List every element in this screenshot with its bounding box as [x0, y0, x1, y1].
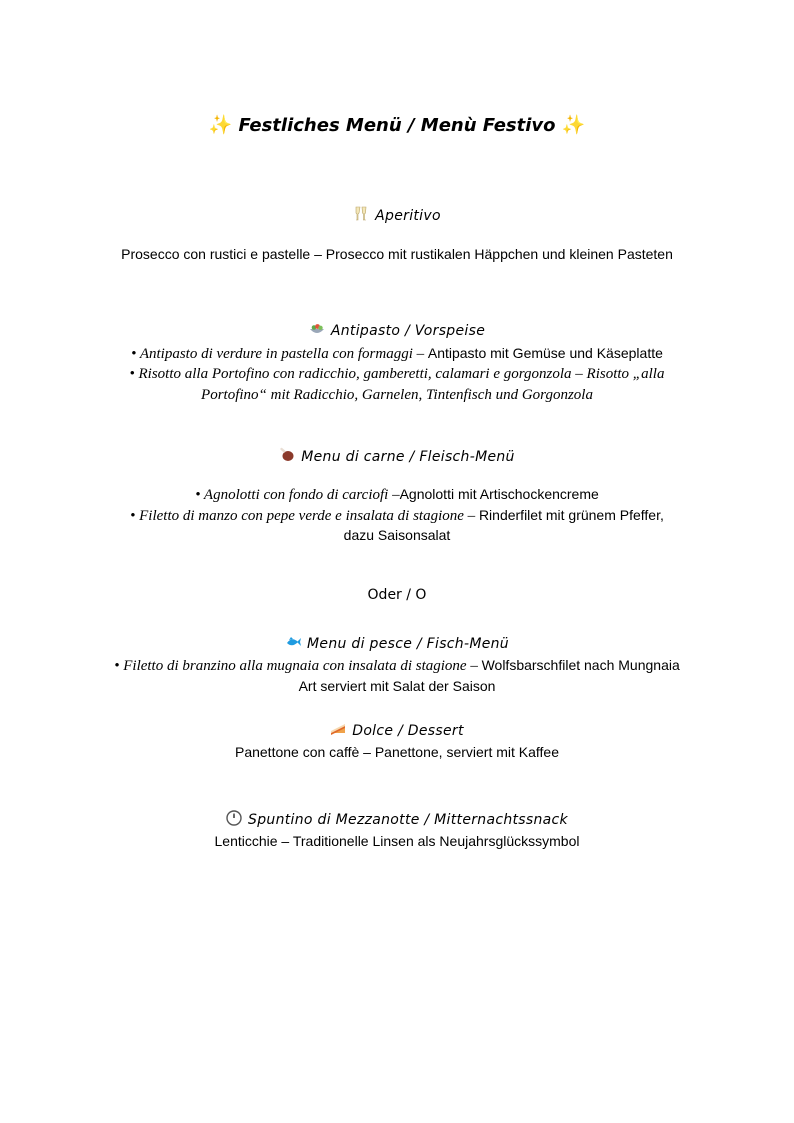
- oder-separator: Oder / O: [367, 587, 427, 603]
- title-text: Festliches Menü / Menù Festivo: [238, 115, 556, 136]
- pesce-item-1: [90, 655, 704, 677]
- carne-heading: [0, 447, 794, 465]
- antipasto-item-2-line-2: Portofino“ mit Radicchio, Garnelen, Tintenfisch und Gorgonzola: [201, 387, 593, 403]
- spuntino-heading: [0, 810, 794, 828]
- pesce-item-1-it: • Filetto di branzino alla mugnaia con insalata di stagione –: [114, 658, 482, 674]
- cake-slice-icon: [330, 721, 346, 737]
- carne-item-1-de: Agnolotti mit Artischockencreme: [399, 486, 599, 502]
- aperitivo-heading-text: Aperitivo: [375, 208, 441, 224]
- sparkles-icon: ✨: [561, 114, 586, 136]
- aperitivo-line: Prosecco con rustici e pastelle – Prosecco mit rustikalen Häppchen und kleinen Pasteten: [121, 246, 673, 262]
- pesce-heading: [0, 634, 794, 652]
- meat-icon: [279, 447, 295, 463]
- spuntino-line: Lenticchie – Traditionelle Linsen als Neujahrsglückssymbol: [214, 833, 580, 849]
- antipasto-heading-text: Antipasto / Vorspeise: [330, 323, 486, 339]
- dolce-heading: [0, 721, 794, 739]
- carne-item-1-it: • Agnolotti con fondo di carciofi –: [195, 487, 400, 503]
- sparkles-icon: ✨: [208, 114, 233, 136]
- antipasto-item-1-de: Antipasto mit Gemüse und Käseplatte: [427, 345, 663, 361]
- antipasto-item-1-it: • Antipasto di verdure in pastella con formaggi –: [131, 346, 428, 362]
- salad-icon: [309, 321, 325, 337]
- champagne-glasses-icon: [353, 206, 369, 222]
- carne-item-2-line-2: dazu Saisonsalat: [343, 527, 451, 543]
- antipasto-item-2-line-1: • Risotto alla Portofino con radicchio, gamberetti, calamari e gorgonzola – Risotto „alla: [129, 366, 665, 382]
- carne-item-2-it: • Filetto di manzo con pepe verde e insalata di stagione –: [130, 508, 479, 524]
- antipasto-item-1: [90, 343, 704, 365]
- antipasto-heading: [0, 321, 794, 339]
- dolce-heading-text: Dolce / Dessert: [352, 723, 464, 739]
- pesce-item-1-line-2: Art serviert mit Salat der Saison: [298, 678, 496, 694]
- carne-heading-text: Menu di carne / Fleisch-Menü: [301, 449, 515, 465]
- carne-item-2: [90, 505, 704, 527]
- page-title: [0, 113, 794, 136]
- carne-item-2-de: Rinderfilet mit grünem Pfeffer,: [478, 507, 664, 523]
- dolce-line: Panettone con caffè – Panettone, serviert mit Kaffee: [234, 744, 560, 760]
- spuntino-heading-text: Spuntino di Mezzanotte / Mitternachtssnack: [248, 812, 568, 828]
- pesce-heading-text: Menu di pesce / Fisch-Menü: [307, 636, 509, 652]
- aperitivo-heading: [0, 206, 794, 224]
- carne-item-1: [90, 484, 704, 506]
- fish-icon: [285, 634, 301, 650]
- pesce-item-1-de: Wolfsbarschfilet nach Mungnaia: [481, 657, 680, 673]
- clock-icon: [226, 810, 242, 826]
